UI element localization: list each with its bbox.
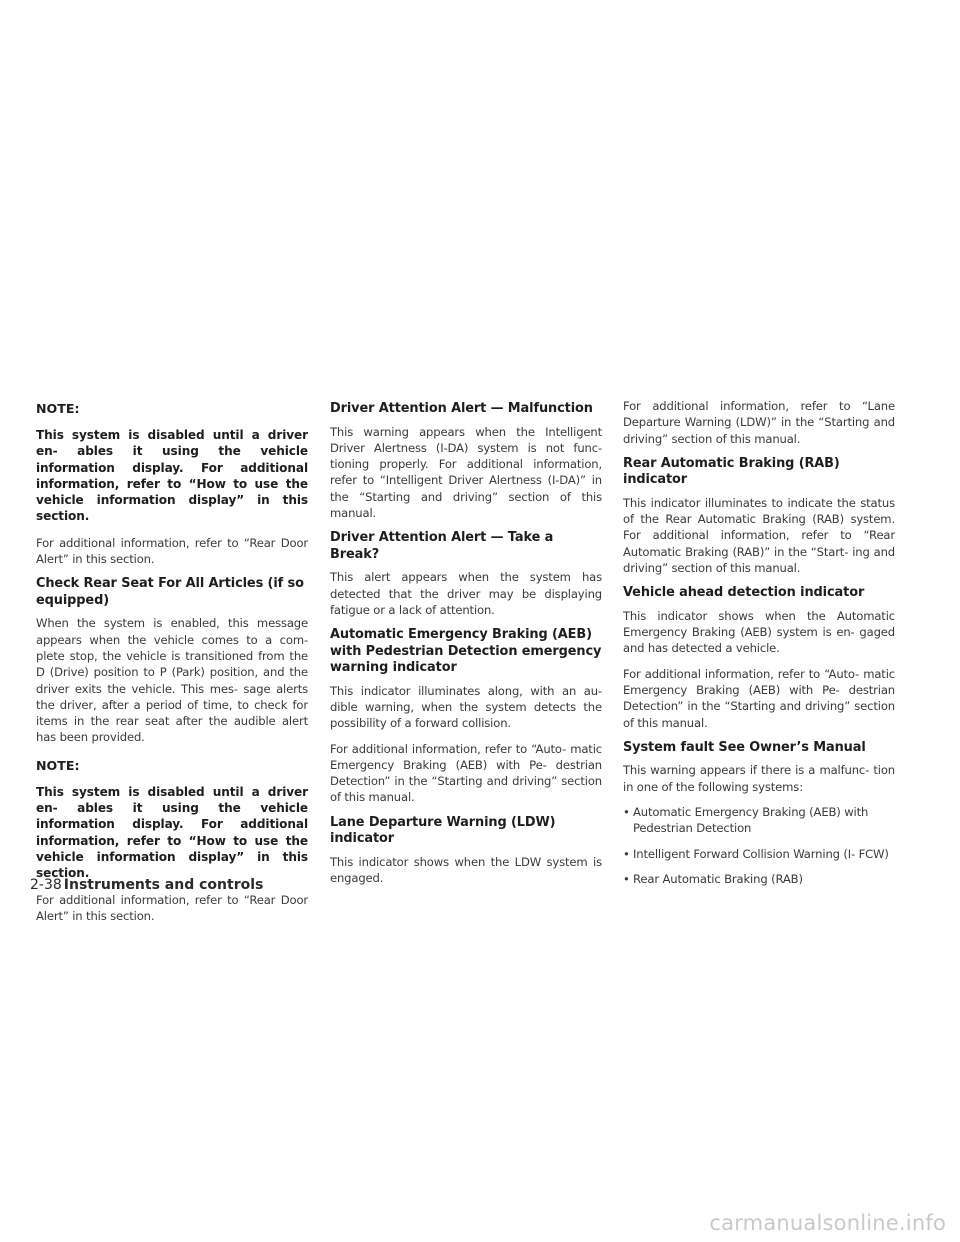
list-item: • Automatic Emergency Braking (AEB) with Pedestrian Detection: [623, 804, 895, 837]
paragraph: For additional information, refer to “Rear Door Alert” in this section.: [36, 892, 308, 923]
paragraph: This indicator shows when the Automatic Emergency Braking (AEB) system is en- gaged and has detected a vehicle.: [623, 608, 895, 656]
list-item: • Intelligent Forward Collision Warning (I- FCW): [623, 846, 895, 862]
paragraph: This indicator illuminates along, with an au- dible warning, when the system detects the possibility of a forward collision.: [330, 683, 602, 731]
paragraph: This indicator shows when the LDW system is engaged.: [330, 854, 602, 886]
watermark: carmanualsonline.info: [709, 1211, 946, 1235]
paragraph: For additional information, refer to “Lane Departure Warning (LDW)” in the “Starting and driving” section of this manual.: [623, 399, 895, 446]
column-right: [623, 398, 895, 896]
section-title: Instruments and controls: [63, 877, 264, 893]
note-title: NOTE:: [36, 401, 80, 416]
heading-system-fault: System fault See Owner’s Manual: [623, 739, 866, 755]
heading-driver-attention-break: Driver Attention Alert — Take a Break?: [330, 530, 554, 562]
note-title: NOTE:: [36, 757, 80, 773]
paragraph: This alert appears when the system has detected that the driver may be displaying fatigue or a lack of attention.: [330, 570, 602, 617]
list-item: • Rear Automatic Braking (RAB): [623, 871, 895, 887]
system-list: [623, 804, 895, 887]
paragraph: This warning appears when the Intelligent Driver Alertness (I-DA) system is not func- tioning properly. For additional information, refer to “Intelligent Driver Alertness (I-DA)” in the “Starting and driving” section of this manual.: [330, 424, 602, 520]
heading-aeb-warning: Automatic Emergency Braking (AEB) with Pedestrian Detection emergency warning indicator: [330, 627, 602, 676]
paragraph: For additional information, refer to “Rear Door Alert” in this section.: [36, 535, 308, 567]
note-body: This system is disabled until a driver en- ables it using the vehicle information display. For additional information, refer to “How to use the vehicle information display” in this section.: [36, 428, 308, 524]
paragraph: This warning appears if there is a malfunc- tion in one of the following systems:: [623, 763, 895, 794]
heading-vehicle-ahead: Vehicle ahead detection indicator: [623, 585, 865, 601]
paragraph: When the system is enabled, this message appears when the vehicle comes to a com- plete stop, the vehicle is transitioned from the D (Drive) position to P (Park) position, and the driver exits the vehicle. This mes- sage alerts the driver, after a period of time, to check for items in the rear seat after the audible alert has been provided.: [36, 616, 308, 745]
note-body: This system is disabled until a driver en- ables it using the vehicle information display. For additional information, refer to “How to use the vehicle information display” in this section.: [36, 784, 308, 881]
column-left: [36, 398, 308, 933]
paragraph: For additional information, refer to “Auto- matic Emergency Braking (AEB) with Pe- destrian Detection” in the “Starting and driving” section of this manual.: [623, 666, 895, 730]
paragraph: For additional information, refer to “Auto- matic Emergency Braking (AEB) with Pe- destrian Detection” in the “Starting and driving” section of this manual.: [330, 741, 602, 805]
heading-ldw-indicator: Lane Departure Warning (LDW) indicator: [330, 814, 556, 847]
heading-driver-attention-malfunction: Driver Attention Alert — Malfunction: [330, 401, 593, 416]
paragraph: This indicator illuminates to indicate the status of the Rear Automatic Braking (RAB) system. For additional information, refer to “Rear Automatic Braking (RAB)” in the “Start- ing and driving” section of this manual.: [623, 495, 895, 576]
heading-rab-indicator: Rear Automatic Braking (RAB) indicator: [623, 455, 840, 488]
page-footer: [30, 876, 263, 894]
column-middle: [330, 398, 602, 895]
heading-check-rear-seat: Check Rear Seat For All Articles (if so equipped): [36, 576, 304, 608]
page-number: 2-38: [30, 877, 62, 893]
